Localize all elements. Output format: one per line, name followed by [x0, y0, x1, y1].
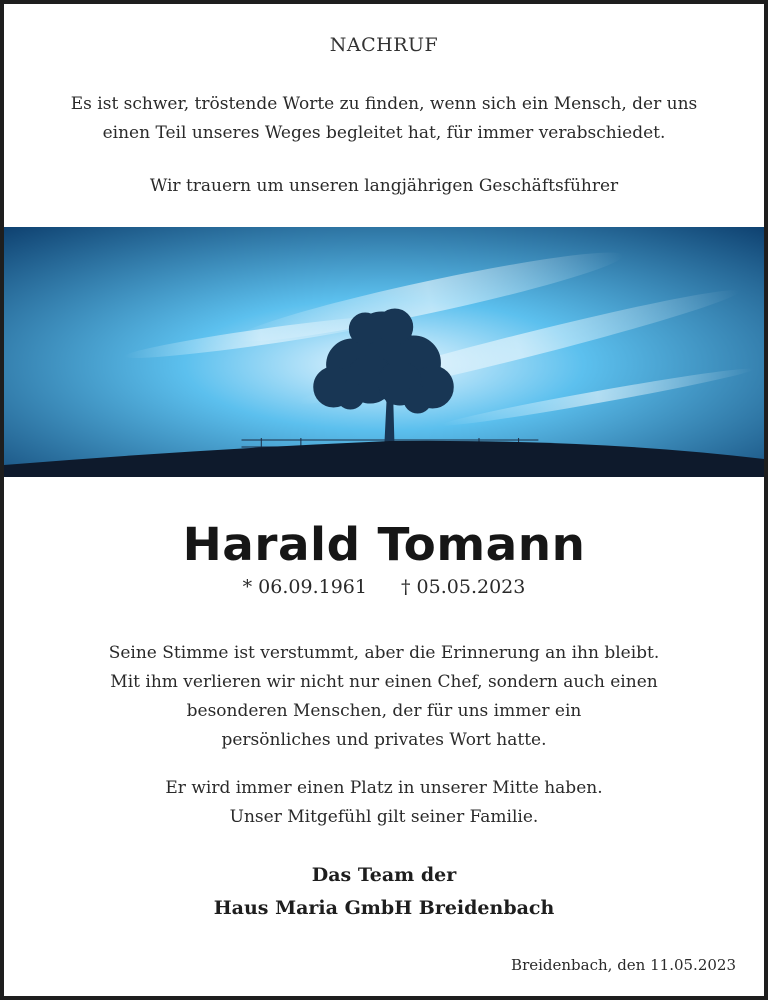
notice-heading: NACHRUF	[329, 34, 439, 56]
subheading: Wir trauern um unseren langjährigen Geschäftsführer	[149, 176, 619, 196]
signature-line: Haus Maria GmbH Breidenbach	[213, 897, 555, 919]
tribute-line: Mit ihm verlieren wir nicht nur einen Chef, sondern auch einen	[110, 672, 658, 692]
tribute-line: Seine Stimme ist verstummt, aber die Erinnerung an ihn bleibt.	[108, 643, 660, 663]
death-date: † 05.05.2023	[401, 576, 526, 598]
tribute-line: besonderen Menschen, der für uns immer ein	[186, 701, 582, 721]
intro-line: einen Teil unseres Weges begleitet hat, für immer verabschiedet.	[102, 123, 666, 143]
tree-sky-image	[4, 227, 764, 477]
signature-line: Das Team der	[311, 864, 457, 886]
birth-date: * 06.09.1961	[242, 576, 367, 598]
life-dates	[4, 576, 764, 598]
tribute-line: persönliches und privates Wort hatte.	[221, 730, 547, 750]
closing-paragraph	[4, 774, 764, 832]
intro-text	[4, 90, 764, 148]
signature	[4, 859, 764, 925]
tribute-paragraph	[4, 639, 764, 755]
place-and-date: Breidenbach, den 11.05.2023	[511, 956, 736, 974]
intro-line: Es ist schwer, tröstende Worte zu finden, wenn sich ein Mensch, der uns	[70, 94, 698, 114]
closing-line: Er wird immer einen Platz in unserer Mitte haben.	[165, 778, 603, 798]
tree-illustration	[4, 227, 764, 477]
deceased-name: Harald Tomann	[182, 518, 586, 571]
closing-line: Unser Mitgefühl gilt seiner Familie.	[229, 807, 539, 827]
